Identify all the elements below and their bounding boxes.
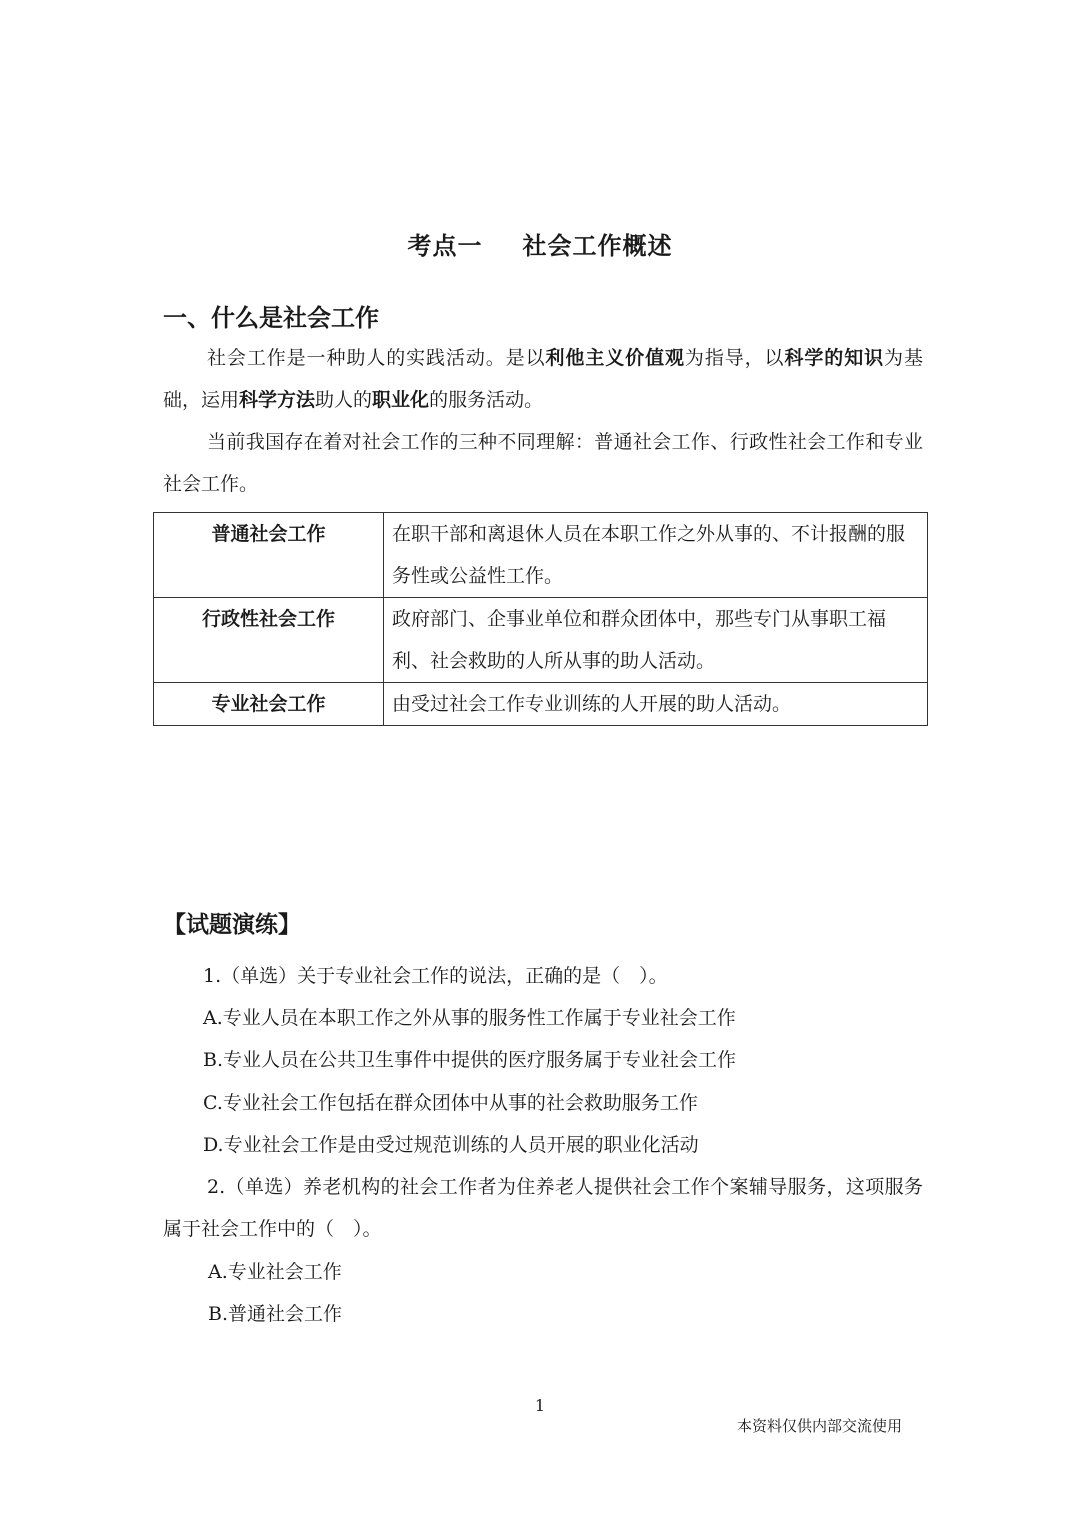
question-2-option-a: A.专业社会工作 bbox=[208, 1261, 342, 1283]
question-1-option-a: A.专业人员在本职工作之外从事的服务性工作属于专业社会工作 bbox=[203, 1007, 736, 1029]
table-row bbox=[154, 513, 928, 598]
understanding-paragraph: 当前我国存在着对社会工作的三种不同理解：普通社会工作、行政性社会工作和专业社会工作。 bbox=[163, 431, 923, 495]
page-title bbox=[0, 226, 1080, 261]
question-1-stem: 1.（单选）关于专业社会工作的说法，正确的是（ ）。 bbox=[203, 965, 668, 987]
term-cell: 行政性社会工作 bbox=[154, 598, 384, 683]
title-part2: 社会工作概述 bbox=[522, 232, 673, 260]
definition-cell: 在职干部和离退休人员在本职工作之外从事的、不计报酬的服务性或公益性工作。 bbox=[384, 513, 928, 598]
question-1-option-b: B.专业人员在公共卫生事件中提供的医疗服务属于专业社会工作 bbox=[203, 1049, 737, 1071]
table-row bbox=[154, 598, 928, 683]
definition-cell: 政府部门、企事业单位和群众团体中，那些专门从事职工福利、社会救助的人所从事的助人活动。 bbox=[384, 598, 928, 683]
term-cell: 普通社会工作 bbox=[154, 513, 384, 598]
question-1-option-d: D.专业社会工作是由受过规范训练的人员开展的职业化活动 bbox=[203, 1134, 699, 1156]
footer-note: 本资料仅供内部交流使用 bbox=[737, 1417, 903, 1435]
bold-term: 科学的知识 bbox=[784, 347, 885, 369]
bold-term: 利他主义价值观 bbox=[545, 347, 685, 369]
paragraph-text: 社会工作是一种助人的实践活动。是以 bbox=[207, 347, 546, 369]
question-1-option-c: C.专业社会工作包括在群众团体中从事的社会救助服务工作 bbox=[203, 1092, 698, 1114]
paragraph-text: 为基础，运用 bbox=[163, 347, 923, 411]
question-2-option-b: B.普通社会工作 bbox=[208, 1303, 343, 1325]
question-2-stem: 2.（单选）养老机构的社会工作者为住养老人提供社会工作个案辅导服务，这项服务属于社会工作中的（ ）。 bbox=[163, 1176, 923, 1240]
term-cell: 专业社会工作 bbox=[154, 683, 384, 726]
table-row bbox=[154, 683, 928, 726]
bold-term: 科学方法 bbox=[239, 389, 316, 411]
practice-heading: 【试题演练】 bbox=[163, 912, 301, 938]
definition-paragraph bbox=[163, 337, 923, 421]
definition-cell: 由受过社会工作专业训练的人开展的助人活动。 bbox=[384, 683, 928, 726]
paragraph-text: 的服务活动。 bbox=[429, 389, 544, 411]
section-heading: 一、什么是社会工作 bbox=[163, 304, 379, 332]
paragraph-text: 助人的 bbox=[315, 389, 373, 411]
title-part1: 考点一 bbox=[407, 232, 483, 260]
page-number: 1 bbox=[534, 1396, 546, 1415]
paragraph-text: 为指导，以 bbox=[684, 347, 785, 369]
bold-term: 职业化 bbox=[372, 389, 430, 411]
definition-table bbox=[153, 512, 928, 726]
